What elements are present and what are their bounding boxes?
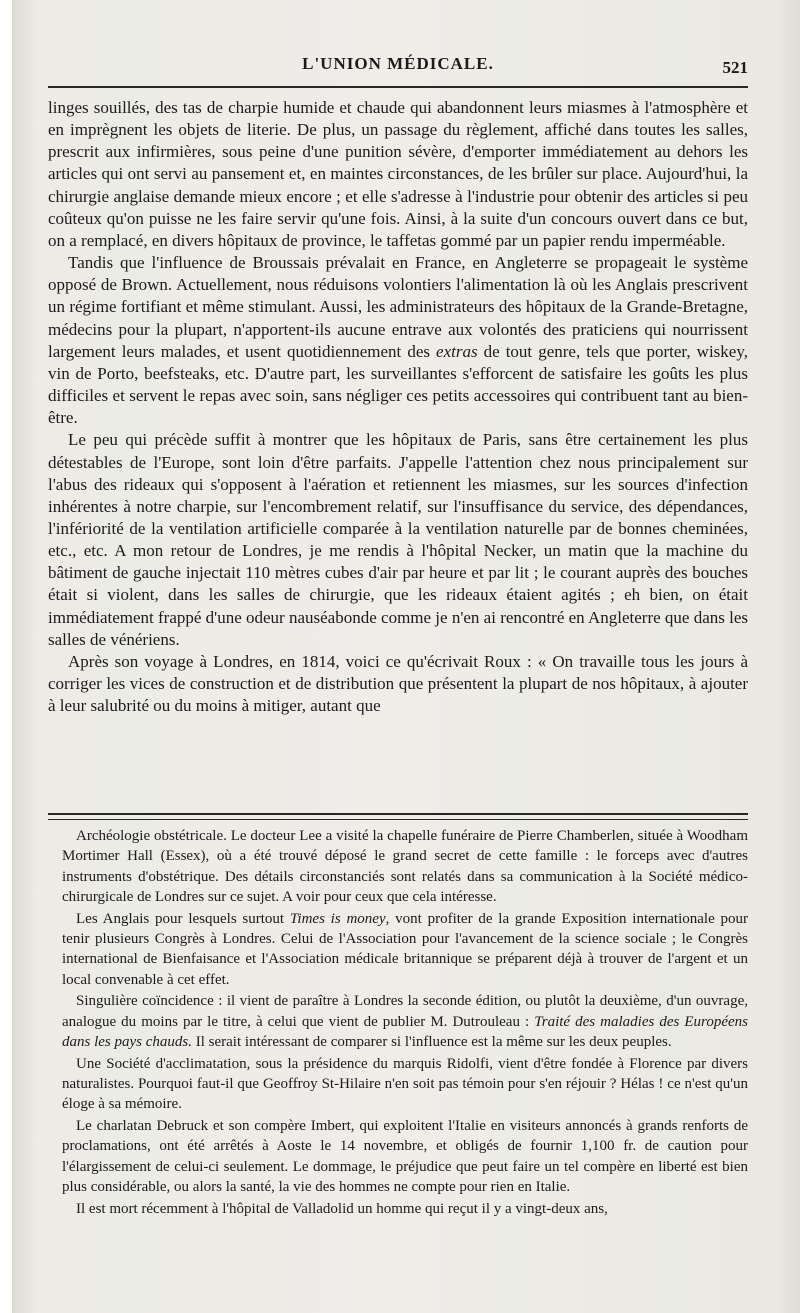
news-notes (62, 826, 748, 1221)
note-6: Il est mort récemment à l'hôpital de Valladolid un homme qui reçut il y a vingt-deux ans, (76, 1200, 608, 1217)
note-4: Une Société d'acclimatation, sous la présidence du marquis Ridolfi, vient d'être fondée à Florence par divers naturalistes. Pourquoi faut-il que Geoffroy St-Hilaire n'en soit pas témoin pour s'en réjouir ? Hélas ! ce n'est qu'un éloge à sa mémoire. (62, 1055, 748, 1113)
note-2-text-b: , vont profiter de la grande Exposition internationale pour tenir plusieurs Congrès à Londres. Celui de l'Association pour l'avancement de la science sociale ; le Congrès international de Bienfaisance et l'Association médicale britannique se préparent déjà à trouver de l'argent et un local convenable à cet effet. (62, 910, 749, 988)
main-text (48, 97, 748, 717)
running-title: L'UNION MÉDICALE. (302, 54, 494, 73)
note-3-emphasis: Traité des maladies des Européens dans les pays chauds. (62, 1013, 748, 1050)
note-2-text-a: Les Anglais pour lesquels surtout (76, 910, 290, 927)
paragraph-2 (48, 252, 748, 429)
note-1: Archéologie obstétricale. Le docteur Lee a visité la chapelle funéraire de Pierre Chamberlen, située à Woodham Mortimer Hall (Essex), où a été trouvé déposé le grand secret de cette famille : le forceps avec d'autres instruments d'obstétrique. Des détails circonstanciés sont relatés dans sa communication à la Société médico-chirurgicale de Londres sur ce sujet. A voir pour ceux que cela intéresse. (62, 828, 748, 905)
paragraph-1: linges souillés, des tas de charpie humide et chaude qui abandonnent leurs miasmes à l'atmosphère et en imprègnent les objets de literie. De plus, un passage du règlement, affiché dans toutes les salles, prescrit aux infirmières, sous peine d'une punition sévère, d'emporter immédiatement au dehors les articles qui ont servi au pansement et, en maintes circonstances, de les brûler sur place. Aujourd'hui, la chirurgie anglaise demande mieux encore ; et elle s'adresse à l'industrie pour obtenir des articles si peu coûteux qu'on puisse ne les faire servir qu'une fois. Ainsi, à la suite d'un concours ouvert dans ce but, on a remplacé, en divers hôpitaux de province, le taffetas gommé par un papier rendu imperméable. (48, 98, 748, 250)
note-5: Le charlatan Debruck et son compère Imbert, qui exploitent l'Italie en visiteurs annoncés à grands renforts de proclamations, ont été arrêtés à Aoste le 14 novembre, et obligés de fournir 1,100 fr. de caution pour l'élargissement de celui-ci seulement. Le dommage, le préjudice que peut faire un tel compère en liberté est bien plus considérable, ou alors la santé, la vie des hommes ne compte pour rien en Italie. (62, 1118, 748, 1196)
note-3 (62, 991, 748, 1052)
paragraph-2-text-a: Tandis que l'influence de Broussais prévalait en France, en Angleterre se propageait le système opposé de Brown. Actuellement, nous réduisons volontiers l'alimentation là où les Anglais prescrivent un régime fortifiant et même stimulant. Aussi, les administrateurs des hôpitaux de la Grande-Bretagne, médecins pour la plupart, n'apportent-ils aucune entrave aux volontés des praticiens qui nourrissent largement leurs malades, et usent quotidiennement des (48, 253, 748, 361)
page-header (48, 54, 748, 80)
paragraph-2-text-b: de tout genre, tels que porter, wiskey, vin de Porto, beefsteaks, etc. D'autre part, les surveillantes s'efforcent de satisfaire les goûts les plus difficiles et servent le repas avec soin, sans négliger ces petits accessoires qui contribuent tant au bien-être. (48, 341, 748, 428)
note-2-emphasis: Times is money (289, 910, 386, 927)
paragraph-2-emphasis: extras (436, 341, 478, 361)
note-2 (62, 909, 748, 990)
page-number: 521 (722, 58, 748, 77)
paragraph-4: Après son voyage à Londres, en 1814, voici ce qu'écrivait Roux : « On travaille tous les jours à corriger les vices de construction et de distribution que présentent la plupart de nos hôpitaux, à ajouter à leur salubrité ou du moins à mitiger, autant que (48, 651, 748, 716)
header-rule (48, 86, 748, 88)
note-3-text-b: Il serait intéressant de comparer si l'influence est la même sur les deux peuples. (192, 1033, 672, 1050)
notes-rule (48, 813, 748, 820)
paragraph-3: Le peu qui précède suffit à montrer que les hôpitaux de Paris, sans être certainement les plus détestables de l'Europe, sont loin d'être parfaits. J'appelle l'attention chez nous principalement sur l'abus des rideaux qui s'opposent à l'aération et retiennent les miasmes, sur les sources d'infection inhérentes à notre charpie, sur l'encombrement relatif, sur l'insuffisance du service, des dépendances, l'infériorité de la ventilation artificielle comparée à la ventilation naturelle par de bonnes cheminées, etc., etc. A mon retour de Londres, je me rendis à l'hôpital Necker, un matin que la machine du bâtiment de gauche injectait 110 mètres cubes d'air par heure et par lit ; le courant auprès des bouches était si violent, dans les salles de chirurgie, que les rideaux étaient agités ; eh bien, on était immédiatement frappé d'une odeur nauséabonde comme je n'en ai rencontré en Angleterre que dans les salles de vénériens. (48, 430, 749, 649)
note-3-text-a: Singulière coïncidence : il vient de paraître à Londres la seconde édition, ou plutôt la deuxième, d'un ouvrage, analogue du moins par le titre, à celui que vient de publier M. Dutrouleau : (62, 993, 748, 1030)
